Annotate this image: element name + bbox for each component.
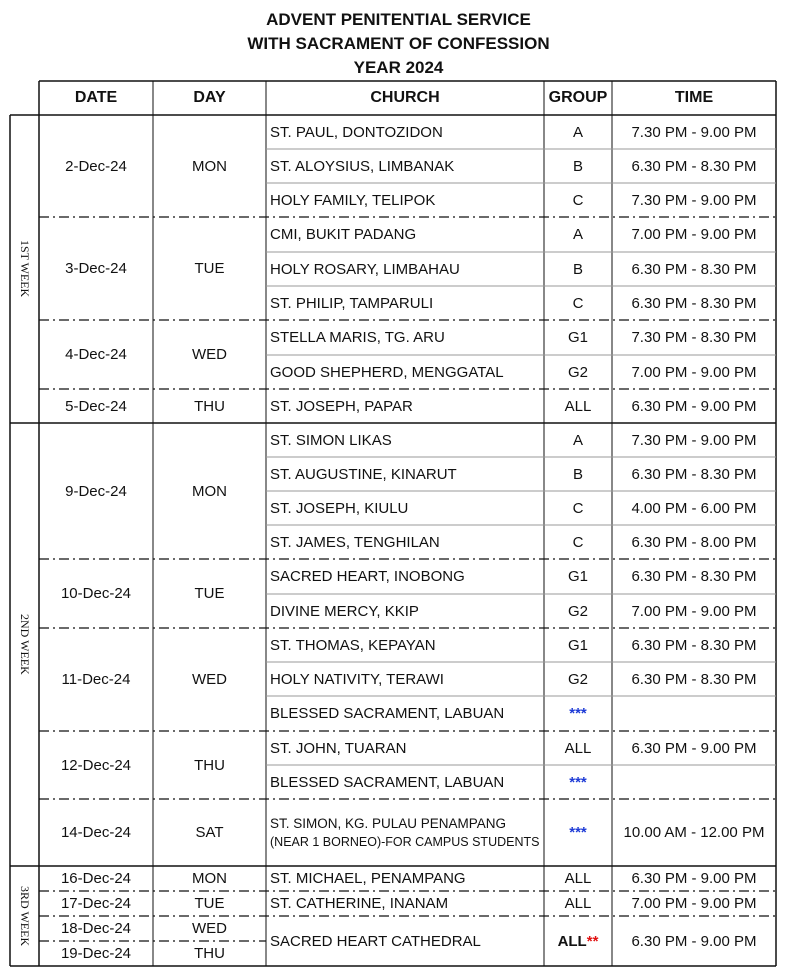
group-cell: ALL [564,739,592,757]
time-cell: 6.30 PM - 8.30 PM [631,568,757,585]
church-cell: STELLA MARIS, TG. ARU [270,329,445,346]
church-cell: BLESSED SACRAMENT, LABUAN [270,705,505,722]
group-cell: B [572,260,583,278]
church-line-2: (NEAR 1 BORNEO)-FOR CAMPUS STUDENTS [270,834,540,849]
group-cell: C [572,533,584,551]
day-cell: TUE [194,585,225,602]
church-cell: ST. THOMAS, KEPAYAN [270,636,436,654]
group-cell: G2 [567,363,588,381]
church-cell: CMI, BUKIT PADANG [270,226,417,243]
time-cell: 6.30 PM - 9.00 PM [631,932,757,950]
header-time: TIME [674,89,714,106]
date-cell: 19-Dec-24 [60,945,132,962]
church-cell: ST. SIMON LIKAS [270,431,392,449]
day-cell: WED [192,671,227,688]
church-cell: DIVINE MERCY, KKIP [270,602,419,620]
group-cell: G1 [567,329,588,346]
time-cell [612,696,776,731]
time-cell: 6.30 PM - 9.00 PM [631,739,757,757]
church-cell: ST. MICHAEL, PENAMPANG [270,870,466,887]
group-cell: G1 [567,636,588,654]
church-line-1: ST. SIMON, KG. PULAU PENAMPANG [270,815,507,831]
group-cell-stars: *** [569,705,587,722]
group-cell: ALL [564,895,592,912]
group-cell-all-marked [544,916,612,966]
day-cell: MON [192,870,227,887]
church-cell: GOOD SHEPHERD, MENGGATAL [270,363,504,381]
group-cell: ALL [564,870,592,887]
church-cell: HOLY ROSARY, LIMBAHAU [270,260,460,278]
day-cell: THU [194,397,225,415]
time-cell: 7.00 PM - 9.00 PM [631,895,757,912]
week-label: 2ND WEEK [18,614,32,675]
title-line-1: ADVENT PENITENTIAL SERVICE [266,10,531,29]
day-cell: THU [194,945,225,962]
group-cell: A [572,226,583,243]
church-cell: ST. PHILIP, TAMPARULI [270,294,434,312]
header-day: DAY [193,89,226,106]
group-cell: C [572,499,584,517]
time-cell [612,765,776,799]
date-cell: 2-Dec-24 [65,157,127,175]
header-date: DATE [74,89,118,106]
church-cell: ST. JOSEPH, PAPAR [270,397,413,415]
date-cell: 10-Dec-24 [60,585,132,602]
time-cell: 10.00 AM - 12.00 PM [623,824,765,841]
asterisk-mark: ** [586,932,599,950]
group-cell: G1 [567,568,588,585]
group-cell: B [572,157,583,175]
church-cell: ST. JAMES, TENGHILAN [270,533,440,551]
day-cell: TUE [194,260,225,277]
day-cell: SAT [195,824,224,841]
time-cell: 6.30 PM - 8.30 PM [631,157,757,175]
church-cell: HOLY FAMILY, TELIPOK [270,191,436,209]
day-cell: MON [192,157,227,175]
header-group: GROUP [548,89,608,106]
church-cell: HOLY NATIVITY, TERAWI [270,670,444,688]
date-cell: 14-Dec-24 [60,824,132,841]
church-cell: ST. CATHERINE, INANAM [270,895,449,912]
date-cell: 12-Dec-24 [60,756,132,774]
group-cell: C [572,294,584,312]
church-cell: ST. JOSEPH, KIULU [270,499,409,517]
date-cell: 5-Dec-24 [65,397,127,415]
group-cell: B [572,465,583,483]
time-cell: 6.30 PM - 8.30 PM [631,636,757,654]
group-cell: G2 [567,670,588,688]
date-cell: 11-Dec-24 [61,671,131,688]
date-cell: 4-Dec-24 [65,346,127,363]
church-cell: SACRED HEART CATHEDRAL [270,932,481,950]
time-cell: 6.30 PM - 8.30 PM [631,465,757,483]
header-church: CHURCH [370,89,440,106]
church-cell-two-line [266,799,544,866]
day-cell: MON [192,482,227,500]
day-cell: WED [192,346,227,363]
church-cell: ST. PAUL, DONTOZIDON [270,123,443,141]
date-cell: 3-Dec-24 [65,260,127,277]
group-cell: ALL [564,397,592,415]
time-cell: 7.00 PM - 9.00 PM [631,363,757,381]
time-cell: 6.30 PM - 9.00 PM [631,397,757,415]
church-cell: SACRED HEART, INOBONG [270,568,465,585]
church-cell: ST. JOHN, TUARAN [270,739,407,757]
time-cell: 6.30 PM - 9.00 PM [631,870,757,887]
group-cell: A [572,123,583,141]
time-cell: 7.30 PM - 9.00 PM [631,191,757,209]
title-line-2: WITH SACRAMENT OF CONFESSION [247,34,550,53]
time-cell: 7.30 PM - 9.00 PM [631,431,757,449]
day-cell: THU [194,756,225,774]
week-label: 3RD WEEK [18,885,32,947]
day-cell: WED [192,920,227,937]
group-cell: G2 [567,602,588,620]
church-cell: BLESSED SACRAMENT, LABUAN [270,773,505,791]
group-value: ALL [557,932,587,950]
time-cell: 6.30 PM - 8.30 PM [631,294,757,312]
group-cell: C [572,191,584,209]
group-cell-stars: *** [569,824,587,841]
time-cell: 7.00 PM - 9.00 PM [631,602,757,620]
time-cell: 6.30 PM - 8.30 PM [631,670,757,688]
time-cell: 6.30 PM - 8.00 PM [631,533,757,551]
day-cell: TUE [194,895,225,912]
time-cell: 7.00 PM - 9.00 PM [631,226,757,243]
date-cell: 17-Dec-24 [60,895,132,912]
time-cell: 6.30 PM - 8.30 PM [631,260,757,278]
group-cell-stars: *** [569,773,587,791]
time-cell: 4.00 PM - 6.00 PM [631,499,757,517]
week-label: 1ST WEEK [18,240,32,298]
time-cell: 7.30 PM - 8.30 PM [631,329,757,346]
church-cell: ST. AUGUSTINE, KINARUT [270,465,457,483]
date-cell: 9-Dec-24 [65,482,127,500]
date-cell: 16-Dec-24 [60,870,132,887]
time-cell: 7.30 PM - 9.00 PM [631,123,757,141]
title-line-3: YEAR 2024 [353,58,444,77]
church-cell: ST. ALOYSIUS, LIMBANAK [270,157,455,175]
date-cell: 18-Dec-24 [60,920,132,937]
group-cell: A [572,431,583,449]
